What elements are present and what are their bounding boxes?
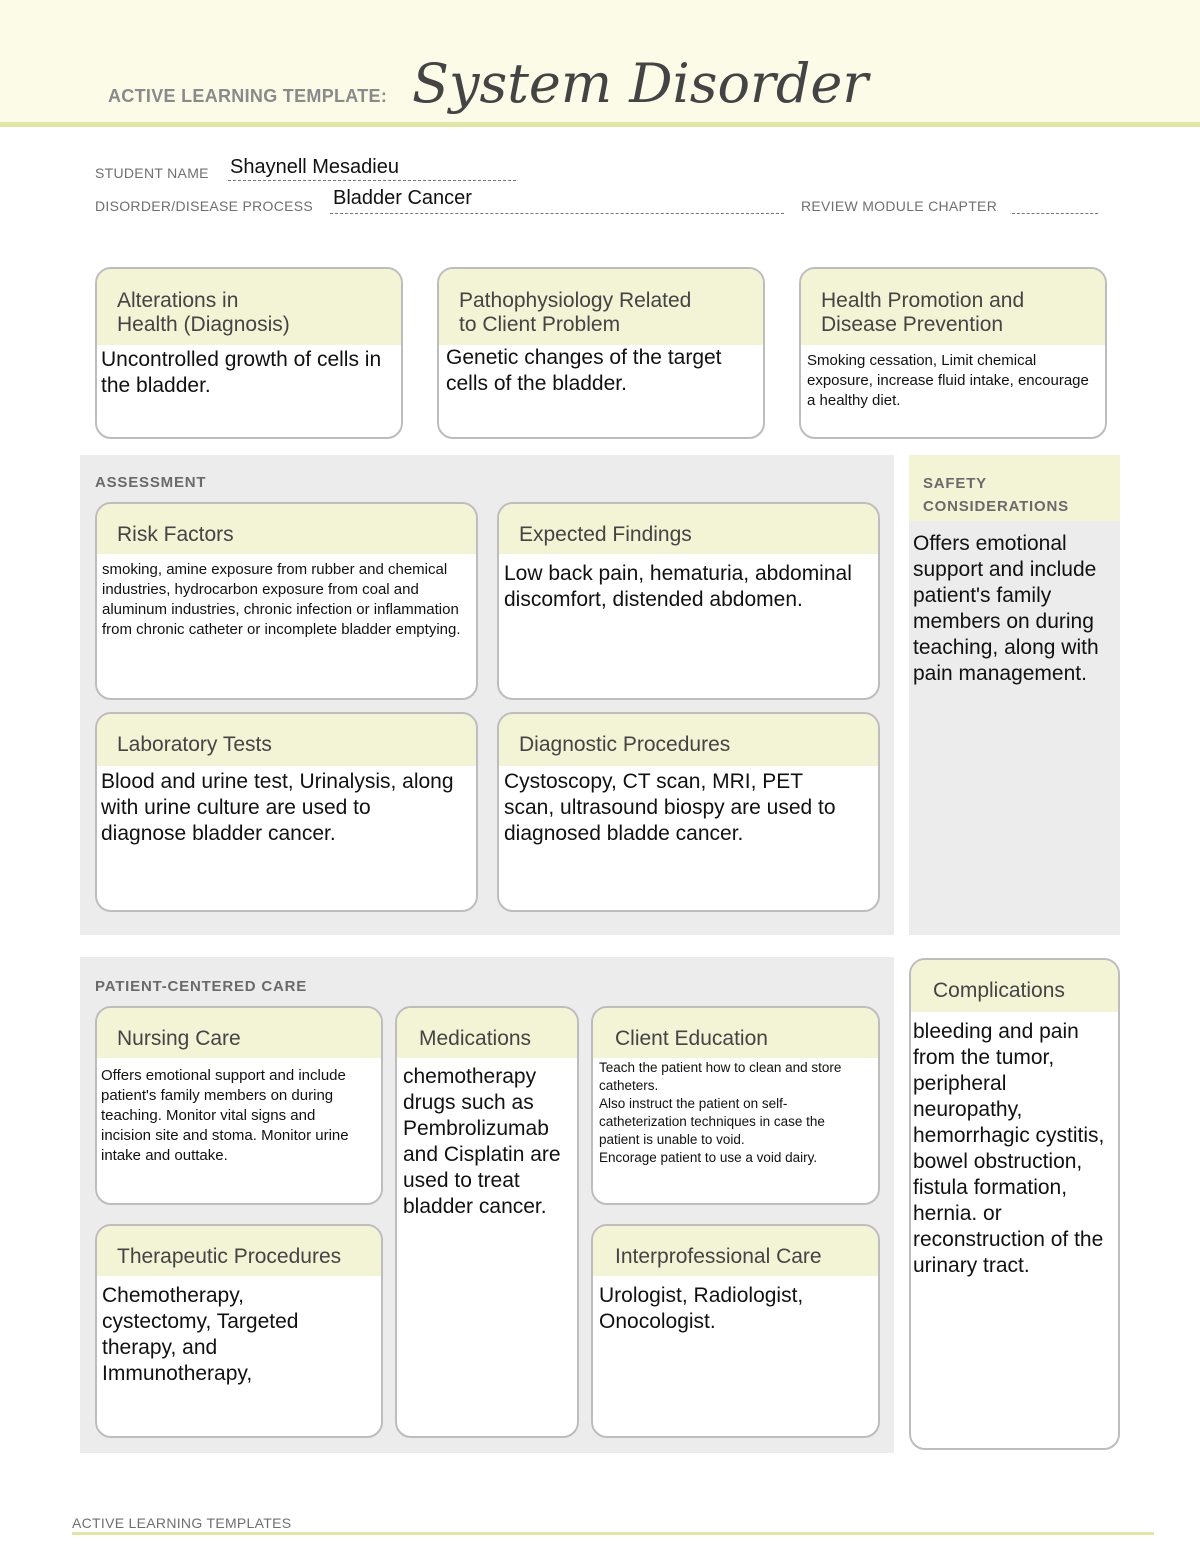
patient-centered-care-label: PATIENT-CENTERED CARE: [95, 978, 308, 995]
therapeutic-procedures-card: [95, 1224, 383, 1438]
alterations-heading: [97, 269, 401, 345]
client-education-line2: Also instruct the patient on self-catheterization techniques in case the patient is unable to void.: [599, 1096, 825, 1147]
review-module-field[interactable]: [1012, 213, 1098, 214]
header-divider: [0, 122, 1200, 127]
alterations-title-line1: Alterations in: [117, 289, 239, 312]
client-education-card: [591, 1006, 880, 1205]
expected-findings-title: Expected Findings: [499, 504, 878, 554]
health-promotion-heading: [801, 269, 1105, 345]
alterations-card: [95, 267, 403, 439]
student-name-underline: [228, 180, 516, 181]
client-education-title: Client Education: [593, 1008, 878, 1058]
health-promotion-title-line2: Disease Prevention: [821, 313, 1004, 336]
nursing-care-title: Nursing Care: [97, 1008, 381, 1058]
interprofessional-care-body[interactable]: Urologist, Radiologist, Onocologist.: [599, 1284, 804, 1333]
diagnostic-procedures-body[interactable]: Cystoscopy, CT scan, MRI, PET scan, ultrasound biospy are used to diagnosed bladde cancer.: [504, 770, 836, 845]
laboratory-tests-body[interactable]: Blood and urine test, Urinalysis, along with urine culture are used to diagnose bladder cancer.: [101, 770, 454, 845]
health-promotion-title-line1: Health Promotion and: [821, 289, 1025, 312]
footer-label: ACTIVE LEARNING TEMPLATES: [72, 1515, 292, 1531]
therapeutic-procedures-body[interactable]: Chemotherapy, cystectomy, Targeted therapy, and Immunotherapy,: [102, 1284, 299, 1385]
health-promotion-body[interactable]: Smoking cessation, Limit chemical exposure, increase fluid intake, encourage a healthy diet.: [807, 352, 1089, 409]
review-module-label: REVIEW MODULE CHAPTER: [801, 198, 998, 214]
alterations-title-line2: Health (Diagnosis): [117, 313, 290, 336]
footer-divider: [72, 1532, 1154, 1535]
client-education-body[interactable]: [593, 1058, 878, 1167]
diagnostic-procedures-title: Diagnostic Procedures: [499, 714, 878, 766]
complications-card: [909, 958, 1120, 1450]
client-education-line1: Teach the patient how to clean and store catheters.: [599, 1060, 842, 1093]
nursing-care-card: [95, 1006, 383, 1205]
safety-heading: [909, 455, 1120, 521]
alterations-body[interactable]: Uncontrolled growth of cells in the bladder.: [101, 348, 382, 397]
student-name-field[interactable]: Shaynell Mesadieu: [230, 156, 399, 178]
pathophysiology-body[interactable]: Genetic changes of the target cells of the bladder.: [446, 346, 722, 395]
interprofessional-care-card: [591, 1224, 880, 1438]
template-title: System Disorder: [412, 52, 869, 115]
pathophysiology-title-line1: Pathophysiology Related: [459, 289, 692, 312]
safety-body[interactable]: Offers emotional support and include patient's family members on during teaching, along with pain management.: [913, 532, 1099, 685]
student-name-label: STUDENT NAME: [95, 165, 209, 181]
disorder-field[interactable]: Bladder Cancer: [333, 187, 472, 209]
disorder-label: DISORDER/DISEASE PROCESS: [95, 198, 314, 214]
template-label: ACTIVE LEARNING TEMPLATE:: [108, 86, 388, 106]
medications-card: [395, 1006, 579, 1438]
complications-title: Complications: [911, 960, 1118, 1012]
complications-body[interactable]: bleeding and pain from the tumor, peripheral neuropathy, hemorrhagic cystitis, bowel obstruction, fistula formation, hernia. or reconstruction of the urinary tract.: [913, 1020, 1105, 1277]
expected-findings-body[interactable]: Low back pain, hematuria, abdominal discomfort, distended abdomen.: [504, 562, 852, 611]
laboratory-tests-title: Laboratory Tests: [97, 714, 476, 766]
therapeutic-procedures-title: Therapeutic Procedures: [97, 1226, 381, 1276]
health-promotion-card: [799, 267, 1107, 439]
risk-factors-body[interactable]: smoking, amine exposure from rubber and chemical industries, hydrocarbon exposure from coal and aluminum industries, chronic infection or inflammation from chronic catheter or incomplete bladder emptying.: [102, 561, 461, 638]
disorder-underline: [330, 213, 784, 214]
safety-label-line2: CONSIDERATIONS: [923, 498, 1069, 515]
safety-label-line1: SAFETY: [923, 475, 987, 492]
laboratory-tests-card: [95, 712, 478, 912]
pathophysiology-heading: [439, 269, 763, 345]
nursing-care-body[interactable]: Offers emotional support and include patient's family members on during teaching. Monitor vital signs and incision site and stoma. Monitor urine intake and outtake.: [101, 1067, 349, 1164]
medications-title: Medications: [397, 1008, 577, 1058]
risk-factors-card: [95, 502, 478, 700]
diagnostic-procedures-card: [497, 712, 880, 912]
medications-body[interactable]: chemotherapy drugs such as Pembrolizumab and Cisplatin are used to treat bladder cancer.: [403, 1065, 561, 1218]
interprofessional-care-title: Interprofessional Care: [593, 1226, 878, 1276]
assessment-label: ASSESSMENT: [95, 474, 207, 491]
safety-panel: [909, 455, 1120, 935]
client-education-line3: Encorage patient to use a void dairy.: [599, 1150, 818, 1165]
risk-factors-title: Risk Factors: [97, 504, 476, 554]
pathophysiology-title-line2: to Client Problem: [459, 313, 621, 336]
expected-findings-card: [497, 502, 880, 700]
pathophysiology-card: [437, 267, 765, 439]
